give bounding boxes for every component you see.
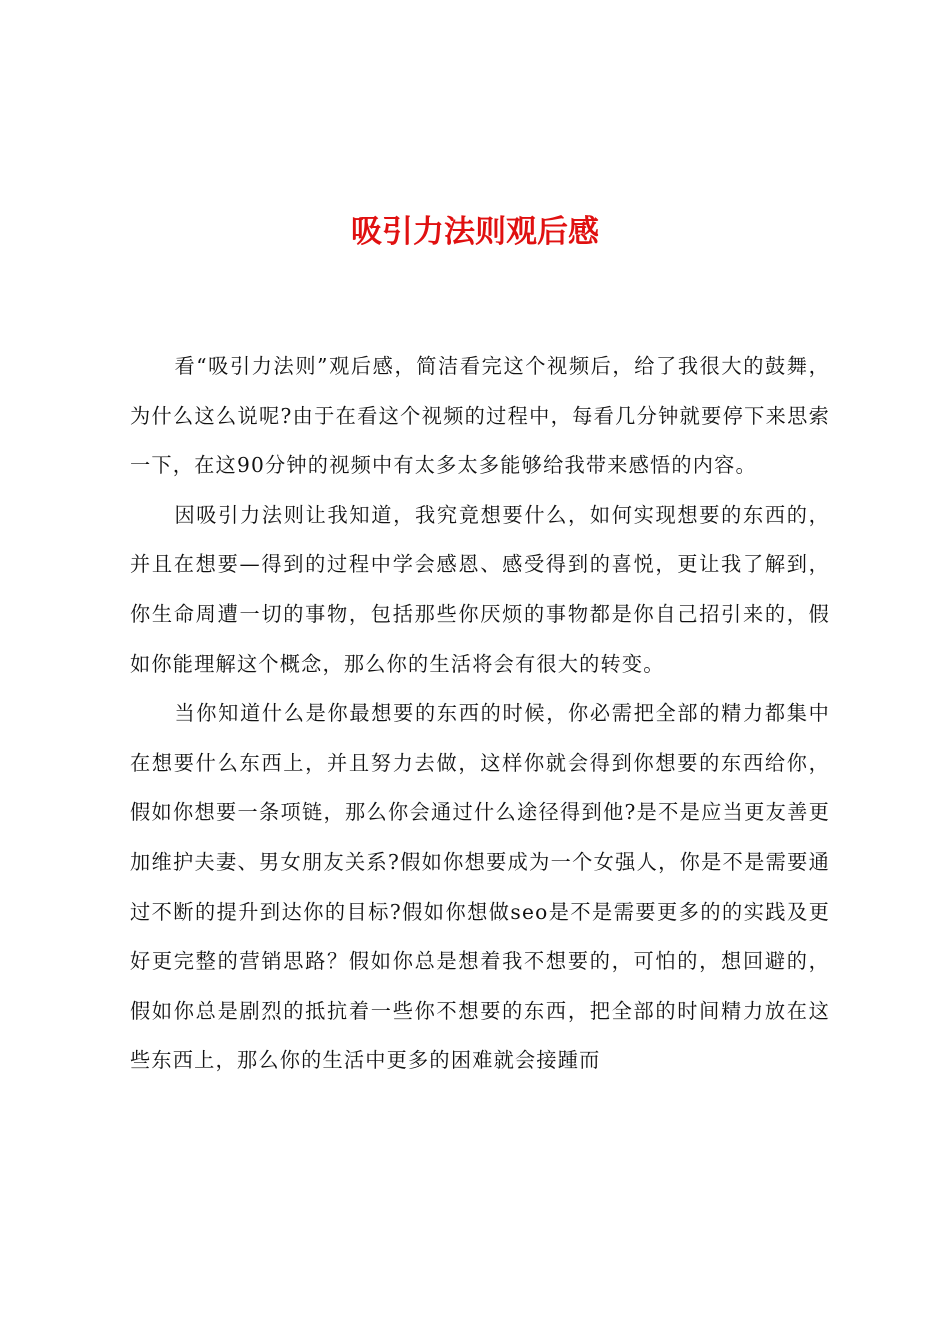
paragraph: 看“吸引力法则”观后感，简洁看完这个视频后，给了我很大的鼓舞，为什么这么说呢?由于在看这个视频的过程中，每看几分钟就要停下来思索一下，在这90分钟的视频中有太多太多能够给我带来感悟的内容。 — [130, 354, 830, 478]
document-title: 吸引力法则观后感 — [351, 214, 599, 250]
document-body — [130, 342, 830, 1086]
paragraph: 因吸引力法则让我知道，我究竟想要什么，如何实现想要的东西的，并且在想要—得到的过程中学会感恩、感受得到的喜悦，更让我了解到，你生命周遭一切的事物，包括那些你厌烦的事物都是你自己招引来的，假如你能理解这个概念，那么你的生活将会有很大的转变。 — [130, 502, 830, 676]
paragraph: 当你知道什么是你最想要的东西的时候，你必需把全部的精力都集中在想要什么东西上，并且努力去做，这样你就会得到你想要的东西给你，假如你想要一条项链，那么你会通过什么途径得到他?是不是应当更友善更加维护夫妻、男女朋友关系?假如你想要成为一个女强人，你是不是需要通过不断的提升到达你的目标?假如你想做seo是不是需要更多的的实践及更好更完整的营销思路？假如你总是想着我不想要的，可怕的，想回避的，假如你总是剧烈的抵抗着一些你不想要的东西，把全部的时间精力放在这些东西上，那么你的生活中更多的困难就会接踵而 — [130, 701, 830, 1073]
